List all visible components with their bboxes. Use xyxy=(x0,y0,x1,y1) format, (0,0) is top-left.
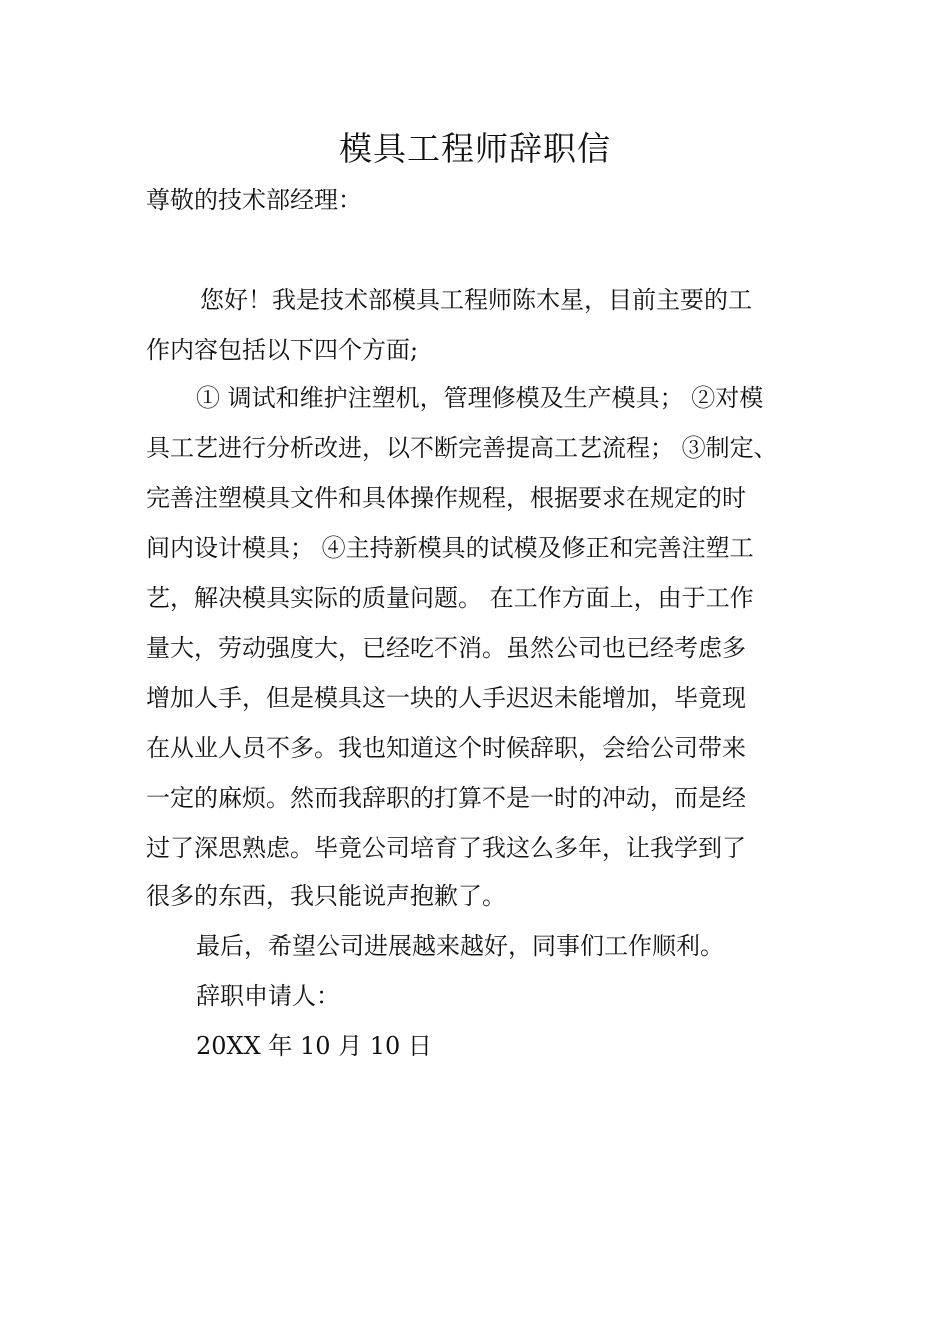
body-line: 完善注塑模具文件和具体操作规程，根据要求在规定的时 xyxy=(146,484,746,512)
body-line: 过了深思熟虑。毕竟公司培育了我这么多年，让我学到了 xyxy=(146,834,746,862)
signature-date: 20XX 年 10 月 10 日 xyxy=(196,1032,432,1060)
document-title: 模具工程师辞职信 xyxy=(339,129,611,168)
body-line: 很多的东西，我只能说声抱歉了。 xyxy=(146,882,506,910)
body-line: 量大，劳动强度大，已经吃不消。虽然公司也已经考虑多 xyxy=(146,634,746,662)
body-line: 作内容包括以下四个方面; xyxy=(146,336,419,364)
salutation: 尊敬的技术部经理： xyxy=(146,186,362,214)
body-line: ① 调试和维护注塑机，管理修模及生产模具； ②对模 xyxy=(196,384,764,412)
closing-line: 最后，希望公司进展越来越好，同事们工作顺利。 xyxy=(196,932,724,960)
body-line: 具工艺进行分析改进，以不断完善提高工艺流程； ③制定、 xyxy=(146,434,778,462)
body-line: 您好！我是技术部模具工程师陈木星，目前主要的工 xyxy=(200,286,752,314)
body-line: 增加人手，但是模具这一块的人手迟迟未能增加，毕竟现 xyxy=(146,684,746,712)
body-line: 一定的麻烦。然而我辞职的打算不是一时的冲动，而是经 xyxy=(146,784,746,812)
body-line: 间内设计模具； ④主持新模具的试模及修正和完善注塑工 xyxy=(146,534,754,562)
applicant-label: 辞职申请人： xyxy=(196,982,340,1010)
body-line: 艺，解决模具实际的质量问题。 在工作方面上，由于工作 xyxy=(146,584,754,612)
body-line: 在从业人员不多。我也知道这个时候辞职，会给公司带来 xyxy=(146,734,746,762)
